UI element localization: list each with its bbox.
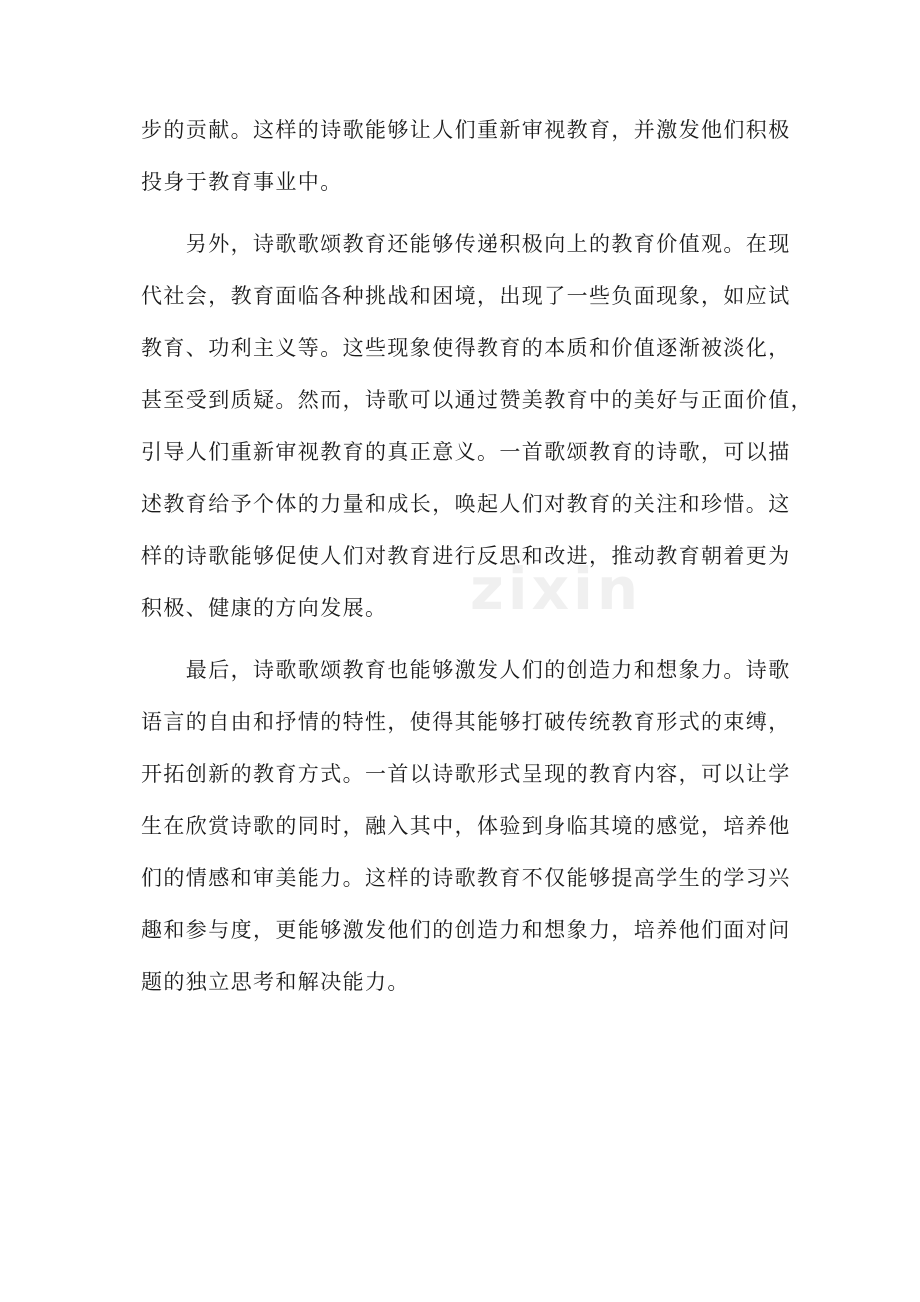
text-line: 生在欣赏诗歌的同时，融入其中，体验到身临其境的感觉，培养他: [141, 814, 791, 838]
text-line: 步的贡献。这样的诗歌能够让人们重新审视教育，并激发他们积极: [141, 118, 791, 142]
paragraph-3: [141, 648, 801, 1012]
paragraph-1: [141, 108, 801, 212]
watermark: zixin: [470, 555, 643, 623]
text-line: 另外，诗歌歌颂教育还能够传递积极向上的教育价值观。在现: [141, 232, 791, 256]
text-line: 样的诗歌能够促使人们对教育进行反思和改进，推动教育朝着更为: [141, 544, 791, 568]
text-line: 趣和参与度，更能够激发他们的创造力和想象力，培养他们面对问: [141, 918, 791, 942]
text-line: 积极、健康的方向发展。: [141, 596, 388, 620]
text-line: 开拓创新的教育方式。一首以诗歌形式呈现的教育内容，可以让学: [141, 762, 791, 786]
text-line: 代社会，教育面临各种挑战和困境，出现了一些负面现象，如应试: [141, 284, 791, 308]
text-line: 引导人们重新审视教育的真正意义。一首歌颂教育的诗歌，可以描: [141, 440, 791, 464]
text-line: 语言的自由和抒情的特性，使得其能够打破传统教育形式的束缚，: [141, 710, 791, 734]
text-line: 最后，诗歌歌颂教育也能够激发人们的创造力和想象力。诗歌: [141, 658, 791, 682]
paragraph-2: [141, 222, 813, 638]
text-line: 教育、功利主义等。这些现象使得教育的本质和价值逐渐被淡化，: [141, 336, 791, 360]
text-line: 甚至受到质疑。然而，诗歌可以通过赞美教育中的美好与正面价值，: [141, 388, 813, 412]
text-line: 述教育给予个体的力量和成长，唤起人们对教育的关注和珍惜。这: [141, 492, 791, 516]
text-line: 投身于教育事业中。: [141, 170, 343, 194]
text-line: 题的独立思考和解决能力。: [141, 970, 410, 994]
text-line: 们的情感和审美能力。这样的诗歌教育不仅能够提高学生的学习兴: [141, 866, 791, 890]
document-body: [141, 108, 813, 1012]
